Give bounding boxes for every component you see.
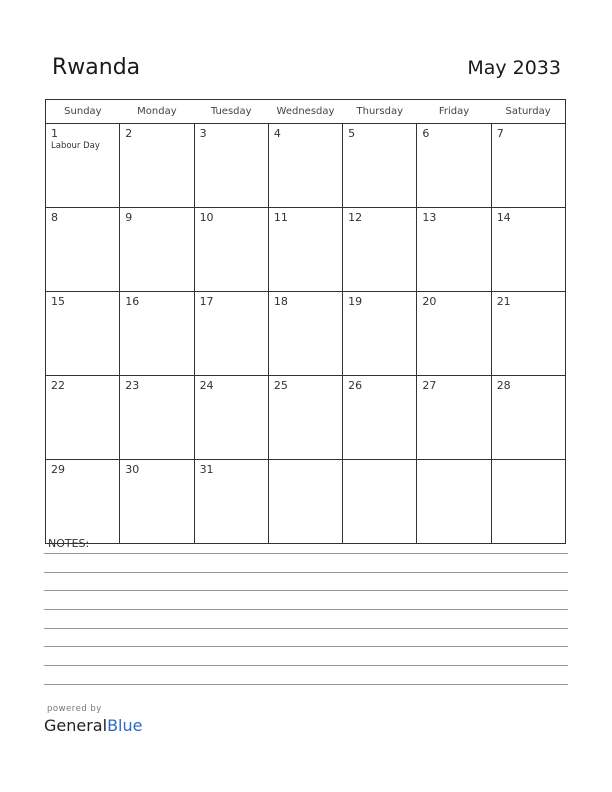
weekday-wednesday: Wednesday	[268, 100, 342, 124]
week-row	[46, 460, 566, 544]
note-line	[44, 590, 568, 591]
day-number: 16	[125, 295, 140, 308]
day-number: 6	[422, 127, 430, 140]
day-number: 18	[273, 295, 288, 308]
day-number: 30	[125, 463, 140, 476]
day-cell	[491, 376, 565, 460]
week-row	[46, 124, 566, 208]
brand-general: General	[44, 716, 108, 735]
day-number: 3	[199, 127, 207, 140]
day-number: 4	[273, 127, 281, 140]
brand-blue: Blue	[107, 716, 143, 735]
note-line	[44, 646, 568, 647]
note-line	[44, 665, 568, 666]
day-number: 31	[199, 463, 214, 476]
day-number: 21	[496, 295, 511, 308]
day-cell	[491, 124, 565, 208]
day-number: 12	[348, 211, 363, 224]
day-cell	[491, 292, 565, 376]
day-number: 7	[496, 127, 504, 140]
day-number: 28	[496, 379, 511, 392]
day-cell	[268, 460, 342, 544]
day-cell	[491, 460, 565, 544]
day-number: 23	[125, 379, 140, 392]
weekday-thursday: Thursday	[343, 100, 417, 124]
day-number: 22	[51, 379, 65, 392]
weekday-saturday: Saturday	[491, 100, 565, 124]
day-number: 20	[422, 295, 437, 308]
day-cell	[268, 208, 342, 292]
day-number: 5	[348, 127, 356, 140]
notes-label: NOTES:	[48, 537, 90, 550]
week-row	[46, 208, 566, 292]
day-cell	[120, 124, 194, 208]
powered-by-text: powered by	[47, 704, 102, 714]
day-cell	[120, 208, 194, 292]
day-number: 13	[422, 211, 437, 224]
day-number: 11	[273, 211, 288, 224]
day-cell	[417, 376, 491, 460]
day-number: 17	[199, 295, 214, 308]
day-cell	[343, 292, 417, 376]
day-cell	[417, 208, 491, 292]
note-line	[44, 684, 568, 685]
day-number: 24	[199, 379, 214, 392]
day-cell	[491, 208, 565, 292]
week-row	[46, 376, 566, 460]
note-line	[44, 553, 568, 554]
weekday-header-row	[46, 100, 566, 124]
day-number: 29	[51, 463, 65, 476]
day-cell	[194, 208, 268, 292]
day-cell	[46, 460, 120, 544]
day-cell	[46, 208, 120, 292]
day-cell	[194, 292, 268, 376]
day-cell	[268, 376, 342, 460]
day-number: 8	[51, 211, 58, 224]
weekday-monday: Monday	[120, 100, 194, 124]
day-number: 27	[422, 379, 437, 392]
note-line	[44, 609, 568, 610]
calendar-grid	[45, 99, 566, 544]
day-cell	[120, 460, 194, 544]
day-cell	[46, 124, 120, 208]
day-cell	[417, 460, 491, 544]
country-title: Rwanda	[52, 55, 141, 80]
day-number: 19	[348, 295, 363, 308]
weekday-friday: Friday	[417, 100, 491, 124]
day-cell	[120, 376, 194, 460]
day-number: 9	[125, 211, 133, 224]
day-cell	[46, 376, 120, 460]
day-number: 15	[51, 295, 65, 308]
day-cell	[343, 376, 417, 460]
note-line	[44, 628, 568, 629]
weekday-sunday: Sunday	[46, 100, 120, 124]
day-number: 2	[125, 127, 133, 140]
day-number: 1	[51, 127, 58, 140]
day-number: 14	[496, 211, 511, 224]
day-cell	[194, 460, 268, 544]
day-cell	[343, 208, 417, 292]
day-cell	[268, 124, 342, 208]
weekday-tuesday: Tuesday	[194, 100, 268, 124]
holiday-label: Labour Day	[51, 141, 100, 151]
month-year-title: May 2033	[467, 57, 561, 79]
day-cell	[194, 124, 268, 208]
day-cell	[120, 292, 194, 376]
day-cell	[268, 292, 342, 376]
day-number: 10	[199, 211, 214, 224]
day-cell	[417, 124, 491, 208]
day-cell	[46, 292, 120, 376]
day-cell	[417, 292, 491, 376]
note-line	[44, 572, 568, 573]
day-cell	[343, 460, 417, 544]
day-cell	[343, 124, 417, 208]
day-number: 25	[273, 379, 288, 392]
day-number: 26	[348, 379, 363, 392]
week-row	[46, 292, 566, 376]
generalblue-logo	[44, 716, 142, 735]
day-cell	[194, 376, 268, 460]
